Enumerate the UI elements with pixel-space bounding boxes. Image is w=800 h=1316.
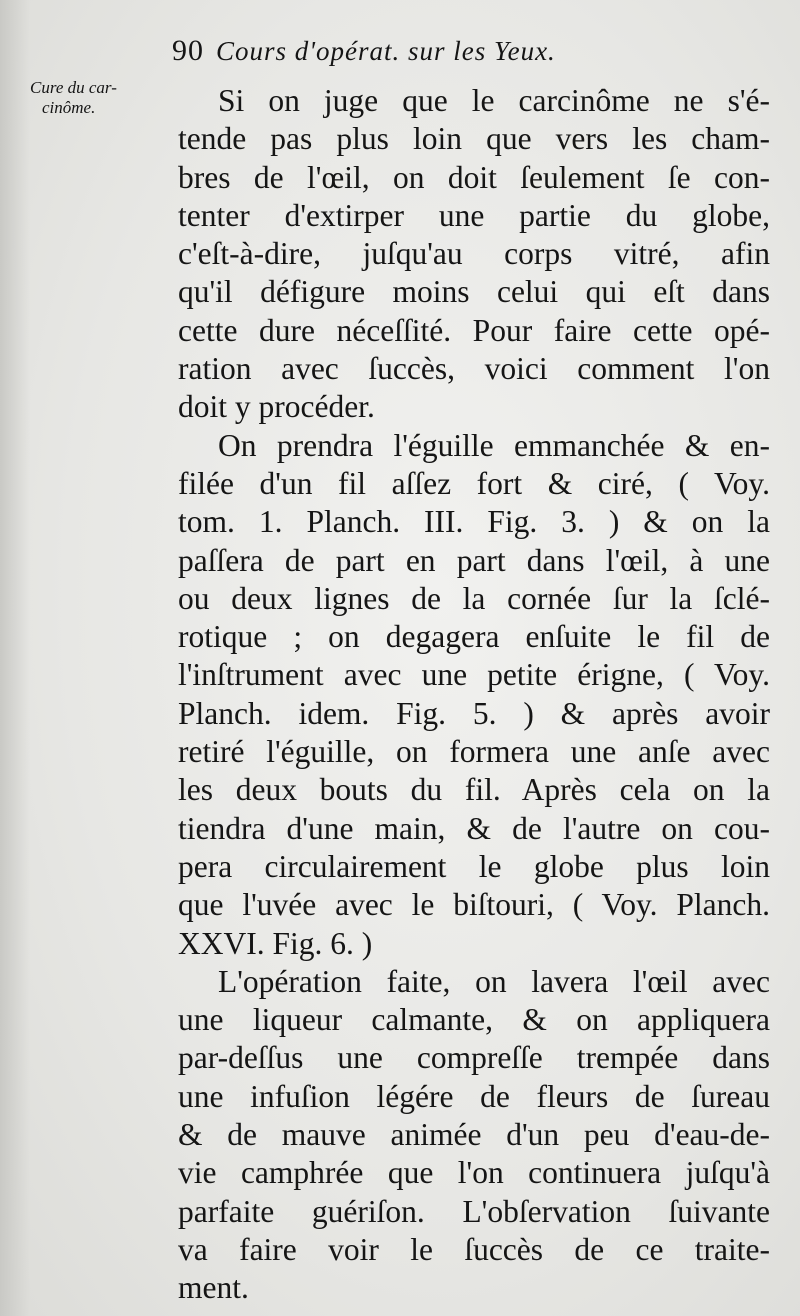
paragraph-2	[178, 427, 770, 963]
text-line: doit y procéder.	[178, 389, 375, 425]
text-line: tiendra d'une main, & de l'autre on cou-	[178, 810, 770, 846]
text-line: pera circulairement le globe plus loin	[178, 848, 770, 884]
text-line: tende pas plus loin que vers les cham-	[178, 121, 770, 157]
text-line: l'inſtrument avec une petite érigne, ( Voy.	[178, 657, 770, 693]
text-line: que l'uvée avec le biſtouri, ( Voy. Planch.	[178, 887, 770, 923]
text-line: bres de l'œil, on doit ſeulement ſe con-	[178, 159, 770, 195]
paragraph-3	[178, 963, 770, 1308]
text-line: Planch. idem. Fig. 5. ) & après avoir	[178, 695, 770, 731]
text-line: On prendra l'éguille emmanchée & en-	[218, 427, 770, 463]
text-line: va faire voir le ſuccès de ce traite-	[178, 1231, 770, 1267]
text-line: une infuſion légére de fleurs de ſureau	[178, 1078, 770, 1114]
paragraph-1	[178, 82, 770, 427]
text-line: L'opération faite, on lavera l'œil avec	[218, 963, 770, 999]
page-number: 90	[172, 34, 204, 67]
running-title: Cours d'opérat. sur les Yeux.	[216, 36, 556, 66]
text-line: rotique ; on degagera enſuite le fil de	[178, 619, 770, 655]
text-line: XXVI. Fig. 6. )	[178, 925, 373, 961]
text-line: c'eſt-à-dire, juſqu'au corps vitré, afin	[178, 236, 770, 272]
text-line: tom. 1. Planch. III. Fig. 3. ) & on la	[178, 504, 770, 540]
text-line: & de mauve animée d'un peu d'eau-de-	[178, 1117, 770, 1153]
text-line: ration avec ſuccès, voici comment l'on	[178, 351, 770, 387]
text-line: retiré l'éguille, on formera une anſe avec	[178, 734, 770, 770]
text-line: une liqueur calmante, & on appliquera	[178, 1002, 770, 1038]
margin-note-line-2: cinôme.	[42, 98, 96, 117]
running-header	[172, 34, 772, 80]
text-line: ou deux lignes de la cornée ſur la ſclé-	[178, 580, 770, 616]
text-line: par-deſſus une compreſſe trempée dans	[178, 1040, 770, 1076]
text-line: paſſera de part en part dans l'œil, à une	[178, 542, 770, 578]
text-line: qu'il défigure moins celui qui eſt dans	[178, 274, 770, 310]
text-line: Si on juge que le carcinôme ne s'é-	[218, 83, 770, 118]
margin-note	[30, 78, 180, 118]
body-text	[178, 82, 770, 1308]
page-spine-shadow	[0, 0, 30, 1316]
text-line: parfaite guériſon. L'obſervation ſuivante	[178, 1193, 770, 1229]
text-line: cette dure néceſſité. Pour faire cette opé-	[178, 312, 770, 348]
text-line: les deux bouts du fil. Après cela on la	[178, 772, 770, 808]
text-line: filée d'un fil aſſez fort & ciré, ( Voy.	[178, 465, 770, 501]
text-line: tenter d'extirper une partie du globe,	[178, 197, 770, 233]
text-line: ment.	[178, 1270, 249, 1306]
text-line: vie camphrée que l'on continuera juſqu'à	[178, 1155, 770, 1191]
margin-note-line-1: Cure du car-	[30, 78, 117, 97]
